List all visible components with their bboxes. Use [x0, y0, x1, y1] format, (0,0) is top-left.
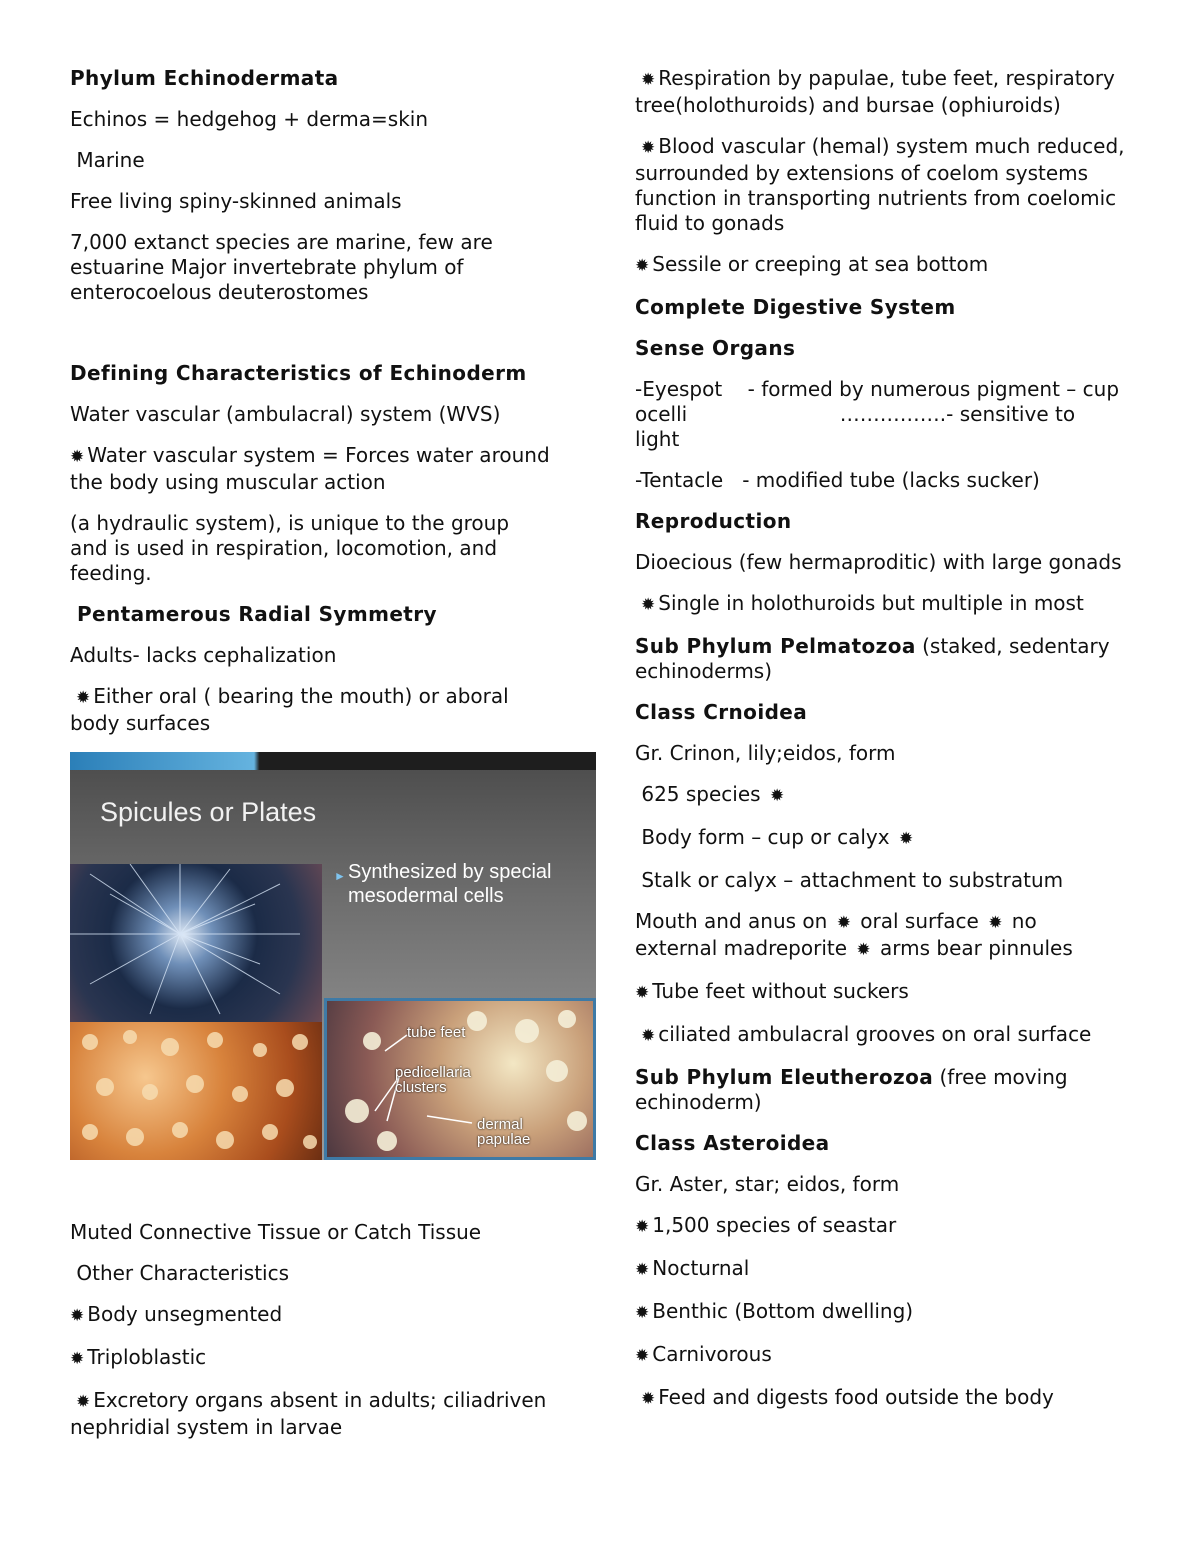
- pelmatozoa-desc: (staked, sedentary echinoderms): [635, 634, 1110, 683]
- mouth-text-a: Mouth and anus on: [635, 909, 834, 933]
- hydraulic-text: (a hydraulic system), is unique to the group and is used in respiration, locomotion, and feeding.: [70, 511, 510, 585]
- eleutherozoa-desc: (free moving echinoderm): [635, 1065, 1068, 1114]
- carnivorous-bullet: ✹ Carnivorous: [635, 1342, 1125, 1369]
- wvs-bullet: ✹ Water vascular system = Forces water around the body using muscular action: [70, 443, 550, 495]
- defining-heading: Defining Characteristics of Echinoderm: [70, 361, 527, 385]
- mouth-text-d: arms bear pinnules: [873, 936, 1073, 960]
- c625-text: 625 species: [635, 782, 767, 806]
- adults-text: Adults- lacks cephalization: [70, 643, 337, 667]
- tube-feet-bullet: ✹ Tube feet without suckers: [635, 979, 1125, 1006]
- mouth-line: [635, 909, 1125, 963]
- etymology: Echinos = hedgehog + derma=skin: [70, 107, 429, 131]
- bullet-icon: ✹: [898, 829, 914, 849]
- mouth-text-b: oral surface: [853, 909, 986, 933]
- other-heading: Other Characteristics: [70, 1261, 290, 1285]
- label-tube-feet: tube feet: [407, 1024, 466, 1041]
- benthic-bullet: ✹ Benthic (Bottom dwelling): [635, 1299, 1125, 1326]
- sea-urchin-photo: [70, 864, 322, 1022]
- labeled-closeup-photo: [324, 998, 596, 1160]
- tentacle-text: -Tentacle - modified tube (lacks sucker): [635, 468, 1040, 492]
- starfish-surface-photo: [70, 1022, 322, 1160]
- label-dermal-papulae: dermal papulae: [477, 1116, 531, 1148]
- dioecious-text: Dioecious (few hermaproditic) with large gonads: [635, 550, 1122, 574]
- spine-dots: [70, 1022, 322, 1160]
- arrow-icon: ►: [334, 869, 346, 883]
- slide-bullet-text: Synthesized by special mesodermal cells: [348, 861, 552, 907]
- nocturnal-bullet: ✹ Nocturnal: [635, 1256, 1125, 1283]
- wvs-text: Water vascular (ambulacral) system (WVS): [70, 402, 501, 426]
- asteroidea-heading: Class Asteroidea: [635, 1131, 830, 1155]
- stalk-text: Stalk or calyx – attachment to substratum: [635, 868, 1064, 892]
- habitat-marine: Marine: [70, 148, 145, 172]
- label-pedicellaria: pedicellaria clusters: [395, 1064, 471, 1096]
- single-bullet: ✹ Single in holothuroids but multiple in most: [635, 591, 1125, 618]
- eyespot-text: -Eyespot - formed by numerous pigment – cup ocelli …………….- sensitive to light: [635, 377, 1126, 451]
- mouth-text-c: no external madreporite: [635, 909, 1037, 960]
- eleutherozoa-line: [635, 1065, 1125, 1115]
- doc-title: Phylum Echinodermata: [70, 66, 339, 90]
- bullet-icon: ✹: [769, 786, 785, 806]
- slide-bullet: [334, 860, 578, 908]
- symmetry-heading: Pentamerous Radial Symmetry: [77, 602, 437, 626]
- excretory-bullet: ✹ Excretory organs absent in adults; ciliadriven nephridial system in larvae: [70, 1388, 550, 1440]
- species-text: 7,000 extanct species are marine, few are estuarine Major invertebrate phylum of enterocoelous deuterostomes: [70, 230, 493, 304]
- slide-top-bar: [70, 752, 596, 770]
- slide-title: Spicules or Plates: [100, 797, 317, 827]
- pelmatozoa-heading: Sub Phylum Pelmatozoa: [635, 634, 916, 658]
- c625-line: [635, 782, 1125, 809]
- urchin-spines: [70, 864, 322, 1022]
- eleutherozoa-heading: Sub Phylum Eleutherozoa: [635, 1065, 934, 1089]
- pelmatozoa-line: [635, 634, 1125, 684]
- spacer: [70, 321, 550, 361]
- post-image-section: [70, 1220, 550, 1440]
- blood-bullet: ✹ Blood vascular (hemal) system much reduced, surrounded by extensions of coelom systems function in transporting nutrients from coelomic fluid to gonads: [635, 134, 1125, 236]
- ciliated-bullet: ✹ ciliated ambulacral grooves on oral surface: [635, 1022, 1125, 1049]
- crinon-text: Gr. Crinon, lily;eidos, form: [635, 741, 896, 765]
- free-living-text: Free living spiny-skinned animals: [70, 189, 402, 213]
- feed-bullet: ✹ Feed and digests food outside the body: [635, 1385, 1125, 1412]
- right-column: [635, 66, 1125, 1428]
- spicules-slide-image: [70, 752, 596, 1160]
- sense-heading: Sense Organs: [635, 336, 796, 360]
- crinoidea-heading: Class Crnoidea: [635, 700, 808, 724]
- sessile-bullet: ✹ Sessile or creeping at sea bottom: [635, 252, 1125, 279]
- left-column: [70, 66, 550, 1456]
- aster-text: Gr. Aster, star; eidos, form: [635, 1172, 900, 1196]
- respiration-bullet: ✹ Respiration by papulae, tube feet, respiratory tree(holothuroids) and bursae (ophiuroids): [635, 66, 1125, 118]
- reproduction-heading: Reproduction: [635, 509, 792, 533]
- species-1500-bullet: ✹ 1,500 species of seastar: [635, 1213, 1125, 1240]
- oral-bullet: ✹ Either oral ( bearing the mouth) or aboral body surfaces: [70, 684, 550, 736]
- bodyform-line: [635, 825, 1125, 852]
- bullet-icon: ✹: [856, 940, 871, 960]
- bullet-icon: ✹: [836, 913, 851, 933]
- muted-text: Muted Connective Tissue or Catch Tissue: [70, 1220, 482, 1244]
- bullet-icon: ✹: [988, 913, 1003, 933]
- triploblastic-bullet: ✹ Triploblastic: [70, 1345, 550, 1372]
- unsegmented-bullet: ✹ Body unsegmented: [70, 1302, 550, 1329]
- bodyform-text: Body form – cup or calyx: [635, 825, 896, 849]
- digestive-heading: Complete Digestive System: [635, 295, 956, 319]
